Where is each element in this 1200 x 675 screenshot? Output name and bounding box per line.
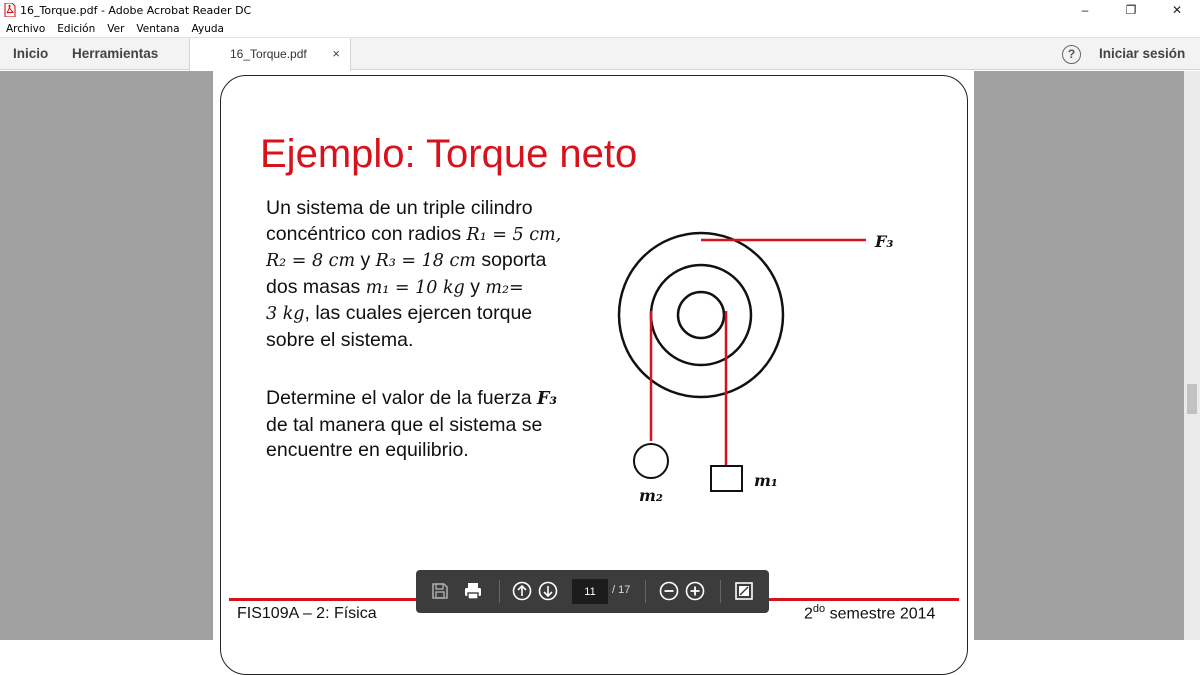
mass-m2-ball	[634, 444, 668, 478]
radius-r3: R₃ = 18 cm	[375, 251, 476, 271]
tab-herramientas[interactable]: Herramientas	[72, 46, 159, 61]
title-bar	[0, 0, 1200, 20]
mass-m1: m₁ = 10 kg	[365, 277, 465, 298]
separator	[720, 580, 721, 603]
acrobat-pdf-icon	[4, 3, 16, 17]
page-number-input[interactable]	[572, 579, 608, 604]
problem-statement	[266, 196, 596, 353]
para1-text: , las cuales ejercen torque	[304, 302, 533, 324]
menu-bar	[0, 20, 1200, 37]
para2-text: de tal manera que el sistema se	[266, 413, 543, 436]
footer-semester	[804, 603, 935, 623]
footer-semester-number: 2	[804, 605, 813, 623]
problem-question	[266, 386, 596, 464]
middle-cylinder	[651, 265, 751, 365]
outer-cylinder	[619, 233, 783, 397]
previous-page-icon[interactable]	[512, 581, 532, 601]
force-f3: F₃	[536, 389, 558, 409]
window-title: 16_Torque.pdf - Adobe Acrobat Reader DC	[20, 3, 252, 17]
inner-cylinder	[678, 292, 724, 338]
document-tab-label: 16_Torque.pdf	[230, 47, 307, 61]
separator	[499, 580, 500, 603]
slide-title: Ejemplo: Torque neto	[260, 132, 638, 176]
para1-text: y	[360, 249, 371, 271]
mass-m2: m₂=	[485, 277, 524, 298]
pdf-page	[213, 71, 974, 640]
close-tab-icon[interactable]: ×	[332, 46, 340, 61]
document-viewer[interactable]	[0, 71, 1200, 640]
menu-edicion[interactable]: Edición	[57, 22, 96, 35]
separator	[645, 580, 646, 603]
footer-semester-text: semestre 2014	[825, 605, 936, 623]
zoom-out-icon[interactable]	[659, 581, 679, 601]
restore-button[interactable]: ❐	[1125, 3, 1137, 17]
mass-m1-block	[711, 466, 742, 491]
print-icon[interactable]	[463, 581, 483, 601]
close-window-button[interactable]: ✕	[1171, 3, 1183, 17]
menu-ver[interactable]: Ver	[107, 22, 125, 35]
cylinder-diagram	[608, 221, 928, 511]
document-tab[interactable]	[189, 38, 351, 71]
fit-page-icon[interactable]	[734, 581, 754, 601]
next-page-icon[interactable]	[538, 581, 558, 601]
para1-text: sobre el sistema.	[266, 328, 414, 351]
save-icon[interactable]	[430, 581, 450, 601]
para1-line1: Un sistema de un triple cilindro	[266, 197, 533, 219]
help-icon[interactable]: ?	[1062, 45, 1081, 64]
footer-course: FIS109A – 2: Física	[237, 605, 377, 622]
para1-text: dos masas	[266, 275, 361, 298]
radius-r1: R₁ = 5 cm,	[466, 224, 562, 245]
radius-r2: R₂ = 8 cm	[266, 251, 356, 271]
floating-page-toolbar	[416, 570, 769, 613]
mass-m2-value: 3 kg	[266, 304, 305, 324]
label-f3: F₃	[875, 232, 894, 251]
scrollbar-thumb[interactable]	[1187, 384, 1197, 414]
footer-semester-suffix: do	[812, 603, 826, 615]
page-total: / 17	[612, 584, 631, 596]
vertical-scrollbar[interactable]	[1184, 71, 1200, 640]
zoom-in-icon[interactable]	[685, 581, 705, 601]
label-m2: m₂	[639, 486, 663, 505]
tab-inicio[interactable]: Inicio	[13, 46, 49, 61]
para2-text: encuentre en equilibrio.	[266, 439, 469, 461]
para1-text: y	[470, 275, 480, 298]
minimize-button[interactable]: –	[1081, 3, 1089, 17]
para2-text: Determine el valor de la fuerza	[266, 387, 532, 409]
menu-ayuda[interactable]: Ayuda	[191, 22, 224, 35]
para1-text: soporta	[481, 249, 547, 271]
para1-text: concéntrico con radios	[266, 222, 462, 245]
label-m1: m₁	[754, 471, 778, 490]
tab-bar	[0, 37, 1200, 70]
menu-archivo[interactable]: Archivo	[6, 22, 46, 35]
menu-ventana[interactable]: Ventana	[136, 22, 180, 35]
sign-in-button[interactable]: Iniciar sesión	[1099, 46, 1186, 61]
